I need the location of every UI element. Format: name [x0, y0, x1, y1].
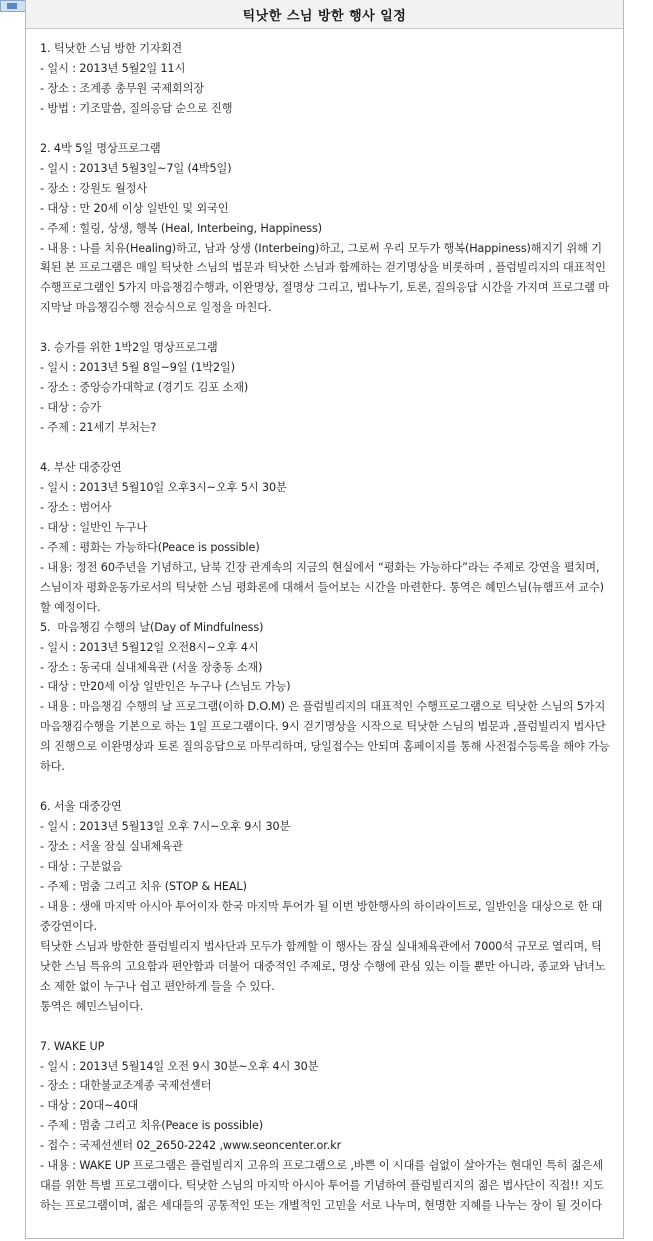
field-line: - 장소 : 대한불교조계종 국제선센터 — [40, 1079, 212, 1093]
field-line: - 일시 : 2013년 5월10일 오후3시~오후 5시 30분 — [40, 480, 287, 494]
field-line: - 대상 : 20대~40대 — [40, 1099, 139, 1113]
field-line: - 대상 : 구분없음 — [40, 860, 123, 874]
section-extra-paragraph: 틱낫한 스님과 방한한 플럼빌리지 법사단과 모두가 함께할 이 행사는 잠실 실내체육관에서 7000석 규모로 열리며, 틱낫한 스님 특유의 고요함과 편안함과 더불어 대중적인 주제로, 명상 수행에 관심 있는 이들 뿐만 아니라, 종교와 남녀노소 제한 없이 누구나 쉽고 편안하게 들을 수 있다. — [40, 939, 606, 993]
field-line: - 주제 : 평화는 가능하다(Peace is possible) — [40, 540, 260, 554]
field-line: - 일시 : 2013년 5월12일 오전8시~오후 4시 — [40, 640, 259, 654]
schedule-body — [26, 29, 623, 1216]
field-line: - 일시 : 2013년 5월14일 오전 9시 30분~오후 4시 30분 — [40, 1059, 319, 1073]
spacer — [40, 438, 611, 458]
field-line: - 방법 : 기조말씀, 질의응답 순으로 진행 — [40, 101, 233, 115]
field-line: - 주제 : 멈춤 그리고 치유 (STOP & HEAL) — [40, 879, 247, 893]
spacer — [40, 1017, 611, 1037]
section-mindfulness-day — [40, 618, 611, 778]
spacer — [40, 119, 611, 139]
field-line: - 대상 : 만20세 이상 일반인은 누구나 (스님도 가능) — [40, 680, 291, 694]
section-press-conference — [40, 39, 611, 119]
field-line: - 주제 : 힐링, 상생, 행복 (Heal, Interbeing, Happiness) — [40, 221, 322, 235]
section-busan-lecture — [40, 458, 611, 618]
section-wake-up — [40, 1037, 611, 1217]
section-heading: 7. WAKE UP — [40, 1039, 105, 1053]
field-line: - 일시 : 2013년 5월2일 11시 — [40, 61, 186, 75]
section-heading: 2. 4박 5일 명상프로그램 — [40, 141, 161, 155]
field-line: - 주제 : 21세기 부처는? — [40, 421, 157, 435]
field-line: - 대상 : 승가 — [40, 401, 101, 415]
section-seoul-lecture — [40, 797, 611, 1016]
section-heading: 4. 부산 대중강연 — [40, 460, 122, 474]
section-description: - 내용 : 나를 치유(Healing)하고, 남과 상생 (Interbeing)하고, 그로써 우리 모두가 행복(Happiness)해지기 위해 기획된 본 프로그램은 매일 틱낫한 스님의 법문과 틱낫한 스님과 함께하는 걷기명상을 비롯하며 , 플럼빌리지의 대표적인 수행프로그램인 5가지 마음챙김수행과, 이완명상, 절명상 그리고, 법나누기, 토론, 질의응답 시간을 가지며 프로그램 마지막날 마음챙김수행 전승식으로 일정을 마친다. — [40, 241, 610, 315]
field-line: - 일시 : 2013년 5월13일 오후 7시~오후 9시 30분 — [40, 820, 291, 834]
field-line: - 주제 : 멈춤 그리고 치유(Peace is possible) — [40, 1119, 264, 1133]
section-description: - 내용: 정전 60주년을 기념하고, 남북 긴장 관계속의 지금의 현실에서 “평화는 가능하다”라는 주제로 강연을 펼치며, 스님이자 평화운동가로서의 틱낫한 스님 평화론에 대해서 들어보는 시간을 마련한다. 통역은 혜민스님(뉴햄프셔 교수) 할 예정이다. — [40, 560, 604, 614]
schedule-table — [25, 0, 624, 1239]
section-sangha-program — [40, 338, 611, 438]
field-line: - 일시 : 2013년 5월 8일~9일 (1박2일) — [40, 361, 235, 375]
section-description: - 내용 : 마음챙김 수행의 날 프로그램(이하 D.O.M) 은 플럼빌리지의 대표적인 수행프로그램으로 틱낫한 스님의 5가지 마음챙김수행을 기본으로 하는 1일 프로그램이다. 9시 걷기명상을 시작으로 틱낫한 스님의 법문과 ,플럼빌리지 법사단의 진행으로 이완명상과 토론 질의응답으로 마무리하며, 당일접수는 안되며 홈페이지를 통해 사전접수등록을 해야 가능하다. — [40, 700, 610, 774]
spacer — [40, 318, 611, 338]
section-meditation-retreat — [40, 139, 611, 319]
section-extra-paragraph: 통역은 혜민스님이다. — [40, 999, 144, 1013]
field-line: - 장소 : 서울 잠실 실내체육관 — [40, 840, 183, 854]
section-description: - 내용 : 생애 마지막 아시아 투어이자 한국 마지막 투어가 될 이번 방한행사의 하이라이트로, 일반인을 대상으로 한 대중강연이다. — [40, 899, 603, 933]
spacer — [40, 777, 611, 797]
field-line: - 장소 : 범어사 — [40, 500, 112, 514]
section-heading: 5. 마음챙김 수행의 날(Day of Mindfulness) — [40, 620, 264, 634]
corner-image-icon — [0, 0, 26, 12]
page-title: 틱낫한 스님 방한 행사 일정 — [26, 0, 623, 29]
section-heading: 6. 서울 대중강연 — [40, 800, 122, 814]
field-line: - 장소 : 중앙승가대학교 (경기도 김포 소재) — [40, 381, 249, 395]
section-description: - 내용 : WAKE UP 프로그램은 플럼빌리지 고유의 프로그램으로 ,바쁜 이 시대를 쉼없이 살아가는 현대인 특히 젊은세대를 위한 특별 프로그램이다. 틱낫한 스님의 마지막 아시아 투어를 기념하여 플럼빌리지의 젊은 법사단이 직접!! 지도하는 프로그램이며, 젊은 세대들의 공통적인 또는 개별적인 고민을 서로 나누며, 현명한 지혜를 나누는 장이 될 것이다 — [40, 1159, 604, 1213]
field-line: - 접수 : 국제선센터 02_2650-2242 ,www.seoncenter.or.kr — [40, 1139, 342, 1153]
field-line: - 장소 : 조계종 총무원 국제회의장 — [40, 81, 205, 95]
section-heading: 3. 승가를 위한 1박2일 명상프로그램 — [40, 341, 218, 355]
section-heading: 1. 틱낫한 스님 방한 기자회견 — [40, 42, 183, 55]
field-line: - 일시 : 2013년 5월3일~7일 (4박5일) — [40, 161, 232, 175]
field-line: - 장소 : 동국대 실내체육관 (서울 장충동 소재) — [40, 660, 263, 674]
field-line: - 대상 : 만 20세 이상 일반인 및 외국인 — [40, 201, 229, 215]
field-line: - 대상 : 일반인 누구나 — [40, 520, 148, 534]
field-line: - 장소 : 강원도 월정사 — [40, 181, 148, 195]
